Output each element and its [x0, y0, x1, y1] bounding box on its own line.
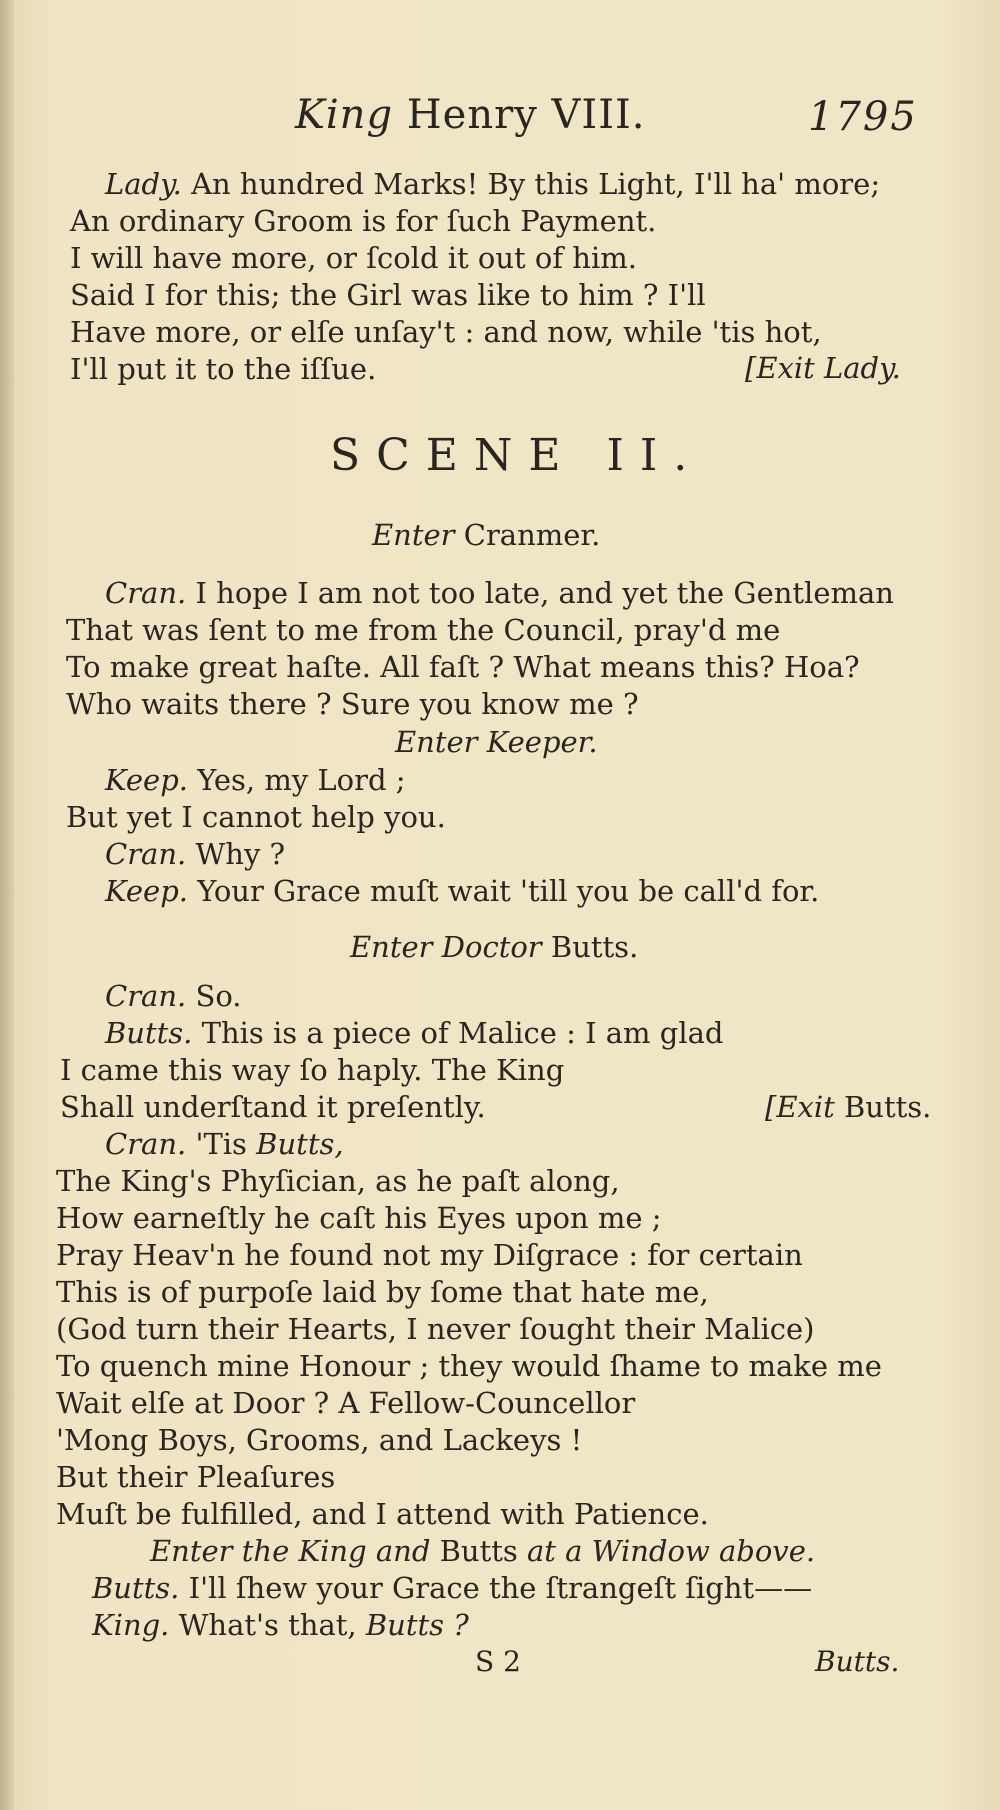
- verse-line: But their Pleaſures: [56, 1460, 336, 1494]
- verse-line: Said I for this; the Girl was like to him ? I'll: [70, 278, 706, 312]
- catchword: Butts.: [815, 1645, 900, 1678]
- stage-direction-exit: [Exit Lady.: [745, 351, 901, 385]
- stage-direction-enter: Enter the King and Butts at a Window above.: [150, 1534, 816, 1568]
- scene-heading: SCENE II.: [330, 430, 704, 481]
- verse-line: Muſt be fulfilled, and I attend with Patience.: [56, 1497, 709, 1531]
- stage-direction-enter: Enter Cranmer.: [372, 518, 601, 552]
- verse-line: Pray Heav'n he found not my Diſgrace : for certain: [56, 1238, 803, 1272]
- verse-line: Keep. Yes, my Lord ;: [105, 763, 406, 797]
- verse-line: I will have more, or ſcold it out of him.: [70, 241, 637, 275]
- signature-mark: S 2: [475, 1645, 521, 1678]
- running-header: [0, 92, 1000, 152]
- verse-line: Wait elſe at Door ? A Fellow-Councellor: [56, 1386, 636, 1420]
- stage-direction-enter: Enter Keeper.: [395, 725, 598, 759]
- verse-line: The King's Phyſician, as he paſt along,: [56, 1164, 620, 1198]
- verse-line: I'll put it to the iſſue.: [70, 352, 377, 386]
- stage-direction-enter: Enter Doctor Butts.: [350, 930, 639, 964]
- verse-line: Cran. Why ?: [105, 837, 286, 871]
- verse-line: 'Mong Boys, Grooms, and Lackeys !: [56, 1423, 583, 1457]
- verse-line: That was ſent to me from the Council, pray'd me: [66, 613, 781, 647]
- verse-line: Keep. Your Grace muſt wait 'till you be call'd for.: [105, 874, 820, 908]
- verse-line: This is of purpoſe laid by ſome that hate me,: [56, 1275, 709, 1309]
- verse-line: Cran. I hope I am not too late, and yet the Gentleman: [105, 576, 894, 610]
- verse-line: But yet I cannot help you.: [66, 800, 446, 834]
- verse-line: To make great haſte. All faſt ? What means this? Hoa?: [66, 650, 860, 684]
- verse-line: King. What's that, Butts ?: [92, 1608, 469, 1642]
- verse-line: Cran. 'Tis Butts,: [105, 1127, 344, 1161]
- verse-line: I came this way ſo haply. The King: [60, 1053, 565, 1087]
- page-number: 1795: [808, 94, 918, 140]
- verse-line: Butts. This is a piece of Malice : I am glad: [105, 1016, 724, 1050]
- verse-line: To quench mine Honour ; they would ſhame to make me: [56, 1349, 882, 1383]
- verse-line: (God turn their Hearts, I never ſought their Malice): [56, 1312, 815, 1346]
- verse-line: Have more, or elſe unſay't : and now, while 'tis hot,: [70, 315, 822, 349]
- verse-line: Lady. An hundred Marks! By this Light, I'll ha' more;: [105, 167, 881, 201]
- verse-line: How earneſtly he caſt his Eyes upon me ;: [56, 1201, 662, 1235]
- verse-line: Who waits there ? Sure you know me ?: [66, 687, 639, 721]
- running-title: King Henry VIII.: [295, 92, 646, 138]
- stage-direction-exit: [Exit Butts.: [765, 1090, 932, 1124]
- verse-line: An ordinary Groom is for ſuch Payment.: [70, 204, 657, 238]
- verse-line: Butts. I'll ſhew your Grace the ſtrangeſt ſight——: [92, 1571, 813, 1605]
- verse-line: Cran. So.: [105, 979, 242, 1013]
- verse-line: Shall underſtand it preſently.: [60, 1090, 486, 1124]
- page-gutter: [0, 0, 14, 1810]
